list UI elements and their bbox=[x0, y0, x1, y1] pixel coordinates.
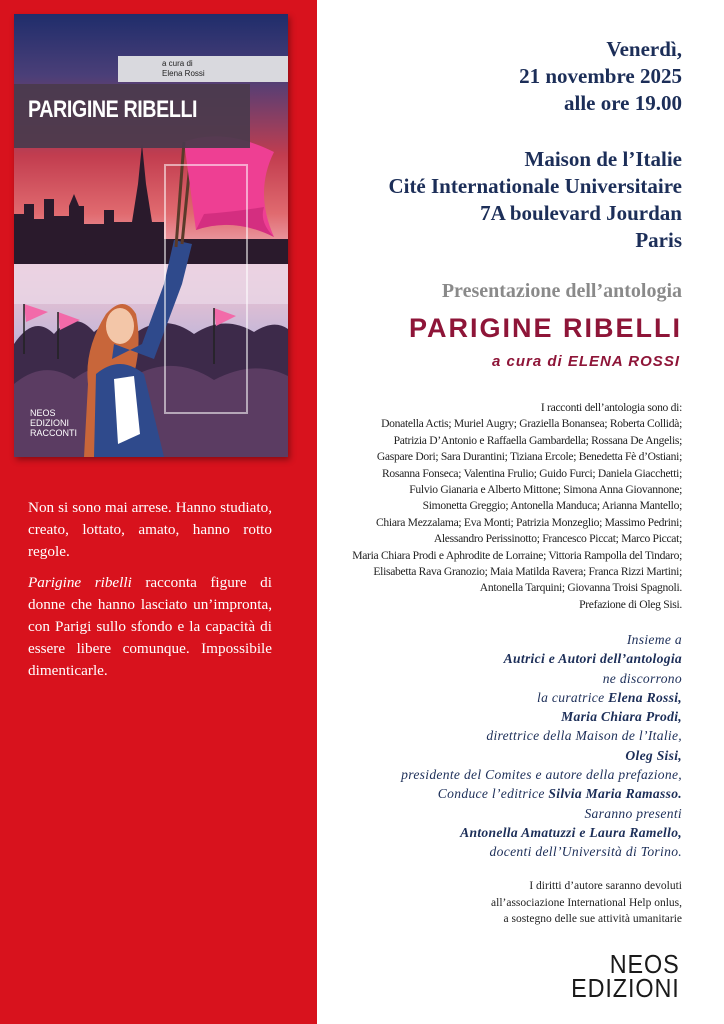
authors-line: Chiara Mezzalama; Eva Monti; Patrizia Monzeglio; Massimo Pedrini; bbox=[375, 515, 682, 529]
authors-line: Antonella Tarquini; Giovanna Troisi Spagnoli. bbox=[479, 581, 682, 595]
event-time: alle ore 19.00 bbox=[563, 91, 682, 115]
authors-line: I racconti dell’antologia sono di: bbox=[540, 401, 682, 414]
blurb-text: racconta figure di donne che hanno lasciato un’impronta, con Parigi sullo sfondo e la capacità di essere libere comunque. Impossibile dimenticarle. bbox=[28, 574, 272, 679]
speakers-line bbox=[320, 649, 682, 668]
speakers-line: ne discorrono bbox=[602, 670, 682, 686]
speakers-list bbox=[320, 630, 682, 862]
cover-title: PARIGINE RIBELLI bbox=[28, 96, 198, 123]
speakers-line: presidente del Comites e autore della prefazione, bbox=[401, 767, 682, 783]
speakers-line bbox=[320, 688, 682, 707]
speakers-line: direttrice della Maison de l’Italie, bbox=[486, 728, 682, 744]
speakers-line: Insieme a bbox=[626, 632, 682, 647]
cover-publisher-line: NEOS bbox=[30, 408, 56, 418]
speakers-role: Conduce l’editrice bbox=[437, 786, 549, 802]
left-red-panel bbox=[0, 0, 317, 1024]
authors-line: Simonetta Greggio; Antonella Manduca; Arianna Mantello; bbox=[422, 499, 682, 513]
speakers-bold: Autrici e Autori dell’antologia bbox=[503, 651, 682, 667]
royalties-note bbox=[320, 878, 682, 928]
authors-line: Maria Chiara Prodi e Aphrodite de Lorraine; Vittoria Rampolla del Tindaro; bbox=[352, 548, 682, 562]
logo-line: EDIZIONI bbox=[571, 973, 680, 1003]
cover-publisher bbox=[30, 408, 77, 438]
speakers-line bbox=[320, 746, 682, 765]
authors-line: Elisabetta Rava Granozio; Maia Matilda Ravera; Franca Rizzi Martini; bbox=[373, 565, 682, 579]
speakers-line bbox=[320, 823, 682, 842]
blurb-book-title: Parigine ribelli bbox=[28, 574, 132, 591]
speakers-role: la curatrice bbox=[537, 689, 609, 705]
anthology-curator: a cura di ELENA ROSSI bbox=[492, 353, 680, 370]
book-blurb bbox=[28, 497, 272, 691]
authors-line: Fulvio Gianaria e Alberto Mittone; Simona Anna Giovannone; bbox=[409, 483, 682, 497]
speakers-line bbox=[320, 707, 682, 726]
cover-curatore-prefix: a cura di bbox=[162, 59, 193, 68]
venue-line: Cité Internationale Universitaire bbox=[388, 174, 682, 198]
royalties-line: a sostegno delle sue attività umanitarie bbox=[503, 913, 682, 925]
event-date bbox=[322, 36, 682, 117]
speakers-bold: Elena Rossi, bbox=[608, 689, 682, 705]
authors-line: Gaspare Dori; Sara Durantini; Tiziana Ercole; Benedetta Fè d’Ostiani; bbox=[376, 450, 682, 464]
speakers-bold: Antonella Amatuzzi e Laura Ramello, bbox=[460, 824, 682, 840]
event-venue bbox=[320, 146, 682, 254]
speakers-line: docenti dell’Università di Torino. bbox=[489, 844, 682, 860]
venue-line: 7A boulevard Jourdan bbox=[480, 201, 682, 225]
speakers-bold: Maria Chiara Prodi, bbox=[561, 709, 682, 725]
cover-publisher-line: EDIZIONI bbox=[30, 418, 70, 428]
publisher-logo bbox=[559, 949, 680, 1003]
blurb-paragraph: Non si sono mai arrese. Hanno studiato, creato, lottato, amato, hanno rotto regole. bbox=[28, 499, 272, 560]
event-day: Venerdì, bbox=[606, 37, 682, 61]
royalties-line: all’associazione International Help onlus, bbox=[491, 896, 682, 909]
authors-line: Donatella Actis; Muriel Augry; Graziella Bonansea; Roberta Collidà; bbox=[381, 417, 682, 431]
book-cover bbox=[14, 14, 288, 457]
speakers-line: Saranno presenti bbox=[584, 805, 682, 821]
anthology-title: PARIGINE RIBELLI bbox=[408, 313, 682, 343]
cover-publisher-line: RACCONTI bbox=[30, 428, 77, 438]
speakers-bold: Oleg Sisi, bbox=[625, 747, 682, 763]
blurb-paragraph bbox=[28, 572, 272, 682]
logo-line: NEOS bbox=[610, 949, 680, 979]
venue-line: Maison de l’Italie bbox=[524, 147, 682, 171]
venue-line: Paris bbox=[635, 228, 682, 252]
speakers-bold: Silvia Maria Ramasso. bbox=[548, 786, 682, 802]
authors-line: Prefazione di Oleg Sisi. bbox=[579, 597, 682, 611]
cover-frame bbox=[164, 164, 248, 414]
cover-curatore-name: Elena Rossi bbox=[162, 69, 205, 78]
authors-list bbox=[320, 400, 682, 613]
authors-line: Alessandro Perissinotto; Francesco Piccat; Marco Piccat; bbox=[433, 532, 682, 546]
presentation-intro: Presentazione dell’antologia bbox=[441, 280, 682, 302]
speakers-line bbox=[320, 784, 682, 803]
authors-line: Patrizia D’Antonio e Raffaella Gambardella; Rossana De Angelis; bbox=[393, 433, 682, 447]
authors-line: Rosanna Fonseca; Valentina Frulio; Guido Furci; Daniela Giacchetti; bbox=[381, 466, 682, 480]
cover-curatore bbox=[118, 56, 288, 82]
royalties-line: I diritti d’autore saranno devoluti bbox=[529, 880, 682, 892]
event-date-text: 21 novembre 2025 bbox=[519, 64, 682, 88]
